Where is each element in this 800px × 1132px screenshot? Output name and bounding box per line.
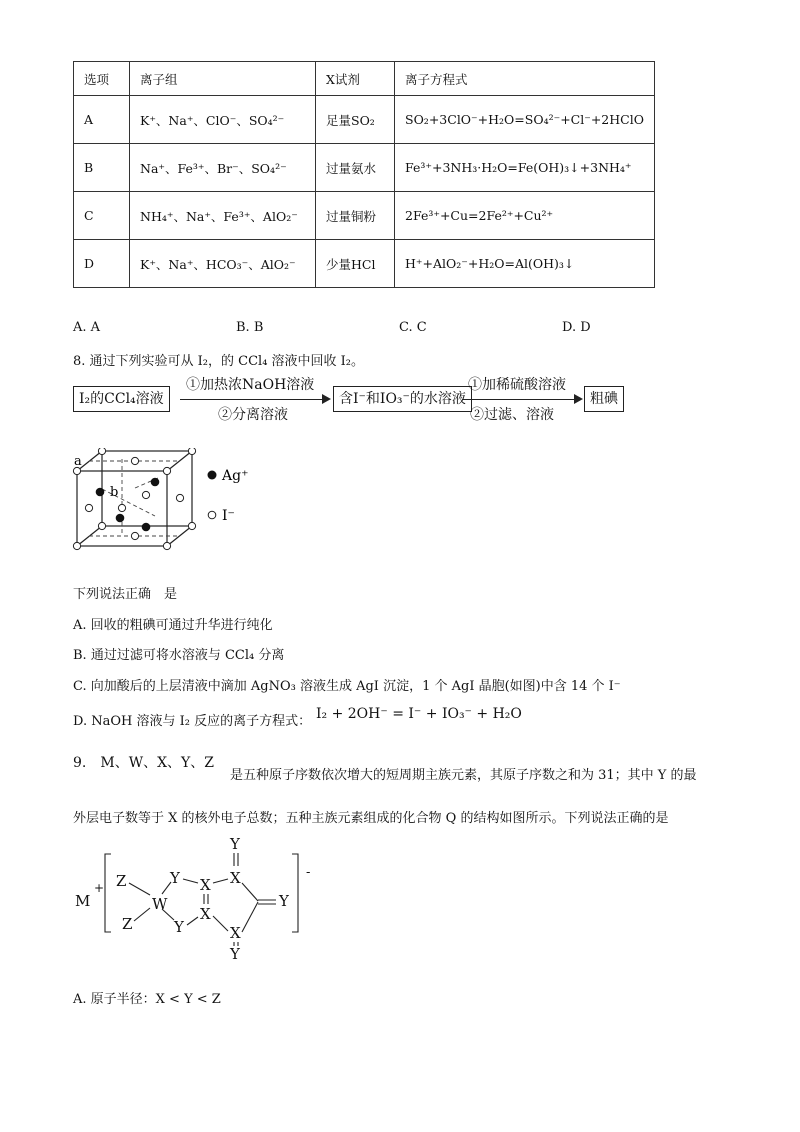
q7-option-d[interactable]: D. D [562, 320, 591, 335]
row-option: A [74, 96, 130, 144]
row-equation: Fe³⁺+3NH₃·H₂O=Fe(OH)₃↓+3NH₄⁺ [395, 144, 655, 192]
row-reagent: 过量氨水 [316, 144, 395, 192]
struct-x-4: X [230, 924, 241, 942]
row-option: D [74, 240, 130, 288]
row-reagent: 足量SO₂ [316, 96, 395, 144]
struct-y-upper: Y [170, 869, 180, 887]
flow-arrowhead-2 [574, 394, 583, 404]
agi-unit-cell-diagram [60, 448, 280, 558]
q8-option-c[interactable]: C. 向加酸后的上层清液中滴加 AgNO₃ 溶液生成 AgI 沉淀，1 个 AgI 晶胞(如图)中含 14 个 I⁻ [73, 679, 621, 694]
table-row [74, 144, 655, 192]
table-row [74, 240, 655, 288]
row-equation: H⁺+AlO₂⁻+H₂O=Al(OH)₃↓ [395, 240, 655, 288]
header-equation: 离子方程式 [395, 62, 655, 96]
struct-w: W [152, 895, 168, 913]
flow-box-iodine-ccl4: I₂的CCl₄溶液 [73, 386, 170, 412]
flow-arrow-1 [180, 399, 323, 400]
struct-y-right: Y [279, 892, 289, 910]
q8-option-d-equation: I₂ + 2OH⁻ = I⁻ + IO₃⁻ + H₂O [316, 706, 522, 722]
struct-x-1: X [200, 876, 211, 894]
row-equation: SO₂+3ClO⁻+H₂O=SO₄²⁻+Cl⁻+2HClO [395, 96, 655, 144]
struct-y-lower: Y [174, 918, 184, 936]
legend-ag-label: Ag⁺ [222, 468, 249, 484]
struct-plus: + [94, 881, 105, 895]
q9-elements: 9. M、W、X、Y、Z [73, 755, 215, 771]
table-row [74, 96, 655, 144]
cell-label-b: b [110, 485, 119, 500]
q8-option-a[interactable]: A. 回收的粗碘可通过升华进行纯化 [73, 618, 273, 633]
q7-option-a[interactable]: A. A [73, 320, 101, 335]
legend-i-marker [208, 511, 216, 519]
row-ions: NH₄⁺、Na⁺、Fe³⁺、AlO₂⁻ [130, 192, 316, 240]
row-ions: Na⁺、Fe³⁺、Br⁻、SO₄²⁻ [130, 144, 316, 192]
flow-arrowhead-1 [322, 394, 331, 404]
flow-box-aqueous: 含I⁻和IO₃⁻的水溶液 [333, 386, 472, 412]
struct-minus: - [306, 865, 311, 880]
q8-option-d[interactable]: D. NaOH 溶液与 I₂ 反应的离子方程式： [73, 714, 312, 729]
q8-question: 下列说法正确 是 [73, 587, 178, 602]
q7-option-b[interactable]: B. B [236, 320, 264, 335]
flow-arrow-2 [462, 399, 575, 400]
table-row [74, 192, 655, 240]
q9-stem-line2: 外层电子数等于 X 的核外电子总数；五种主族元素组成的化合物 Q 的结构如图所示。下列说法正确的是 [73, 811, 669, 826]
table-header-row [74, 62, 655, 96]
cell-label-a: a [74, 454, 82, 469]
q8-stem: 8. 通过下列实验可从 I₂，的 CCl₄ 溶液中回收 I₂。 [73, 354, 365, 369]
row-equation: 2Fe³⁺+Cu=2Fe²⁺+Cu²⁺ [395, 192, 655, 240]
ion-table [73, 61, 655, 288]
struct-x-2: X [200, 905, 211, 923]
struct-y-top: Y [230, 835, 240, 853]
struct-y-bottom: Y [230, 945, 240, 963]
row-option: C [74, 192, 130, 240]
struct-x-3: X [230, 869, 241, 887]
compound-q-structure [70, 832, 330, 964]
row-ions: K⁺、Na⁺、HCO₃⁻、AlO₂⁻ [130, 240, 316, 288]
q7-option-c[interactable]: C. C [399, 320, 427, 335]
q9-option-a[interactable]: A. 原子半径：X < Y < Z [73, 992, 221, 1007]
q8-option-b[interactable]: B. 通过过滤可将水溶液与 CCl₄ 分离 [73, 648, 285, 663]
struct-z-bottom: Z [122, 915, 133, 933]
header-ions: 离子组 [130, 62, 316, 96]
header-option: 选项 [74, 62, 130, 96]
row-option: B [74, 144, 130, 192]
flow-step1-bottom: ②分离溶液 [218, 407, 288, 423]
row-ions: K⁺、Na⁺、ClO⁻、SO₄²⁻ [130, 96, 316, 144]
flow-step2-top: ①加稀硫酸溶液 [468, 377, 566, 393]
header-reagent: X试剂 [316, 62, 395, 96]
flow-box-crude-iodine: 粗碘 [584, 386, 624, 412]
row-reagent: 少量HCl [316, 240, 395, 288]
struct-m: M [75, 892, 91, 910]
row-reagent: 过量铜粉 [316, 192, 395, 240]
legend-ag-marker [208, 471, 217, 480]
q9-stem-line1: 是五种原子序数依次增大的短周期主族元素，其原子序数之和为 31；其中 Y 的最 [230, 768, 697, 783]
flow-step2-bottom: ②过滤、溶液 [470, 407, 554, 423]
struct-z-top: Z [116, 872, 127, 890]
flow-step1-top: ①加热浓NaOH溶液 [186, 377, 315, 393]
legend-i-label: I⁻ [222, 508, 235, 524]
